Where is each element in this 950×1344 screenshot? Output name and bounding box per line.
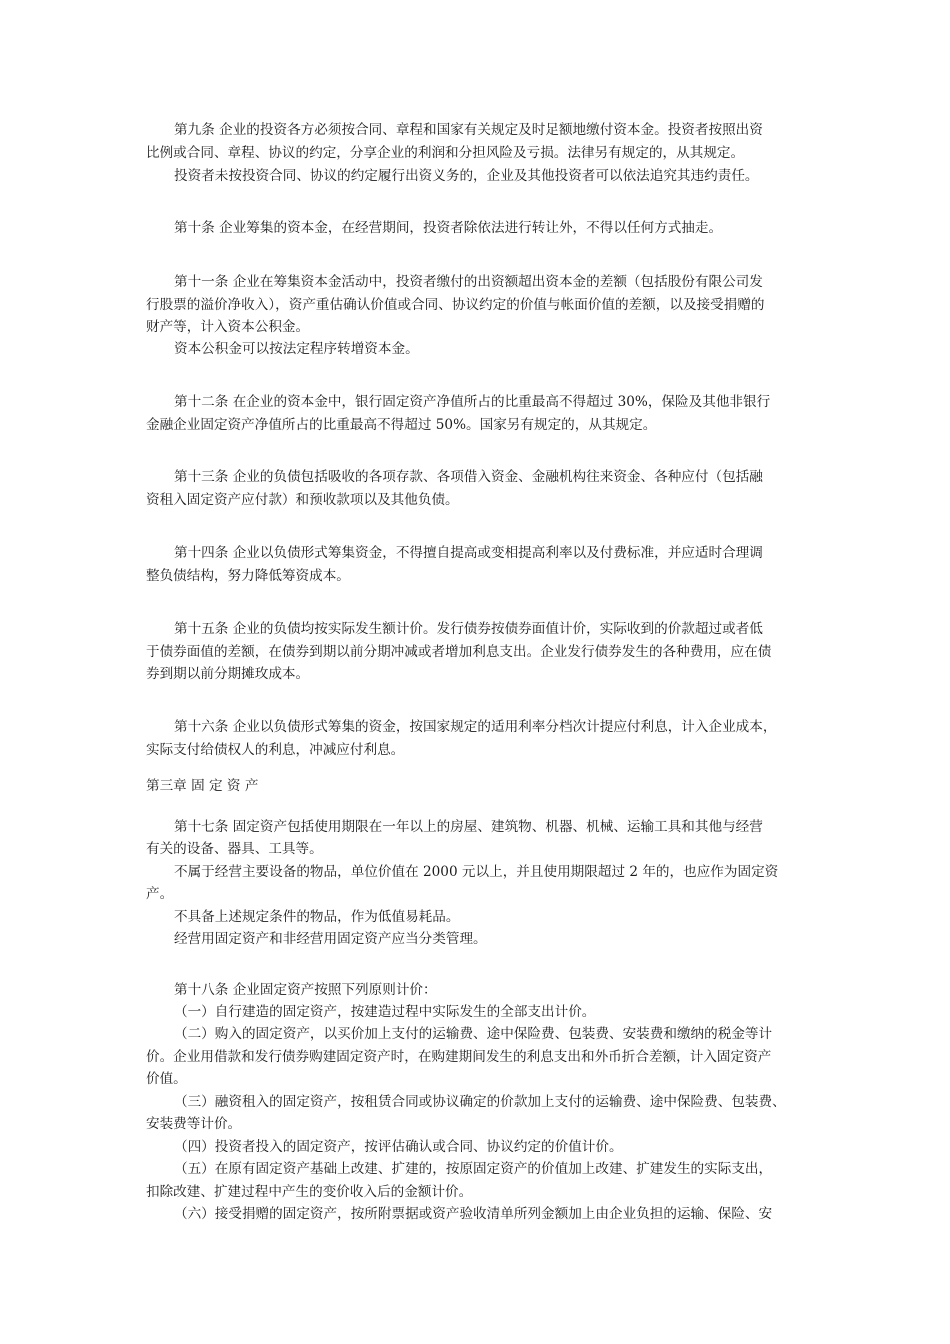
text-line: （五）在原有固定资产基础上改建、扩建的，按原固定资产的价值加上改建、扩建发生的实际支出， [174,1161,773,1177]
text-line: 财产等，计入资本公积金。 [146,319,310,335]
text-line: 第十八条 企业固定资产按照下列原则计价： [174,982,437,998]
text-line: 券到期以前分期摊玫成本。 [146,666,310,682]
text-line: 资租入固定资产应付款）和预收款项以及其他负债。 [146,492,459,508]
text-line: 第十四条 企业以负债形式筹集资金，不得擅自提高或变相提高利率以及付费标准，并应适时合理调 [174,545,763,561]
text-line: 不具备上述规定条件的物品，作为低值易耗品。 [174,909,460,925]
text-line: 价。企业用借款和发行债券购建固定资产时，在购建期间发生的利息支出和外币折合差额，计入固定资产 [146,1049,772,1065]
text-line: 整负债结构，努力降低筹资成本。 [146,568,350,584]
text-line: 第十条 企业筹集的资本金，在经营期间，投资者除依法进行转让外，不得以任何方式抽走。 [174,220,723,236]
chapter-heading: 第三章 固 定 资 产 [146,778,259,794]
text-line: 第十六条 企业以负债形式筹集的资金，按国家规定的适用利率分档次计提应付利息，计入企业成本， [174,719,777,735]
text-line: 安装费等计价。 [146,1116,242,1132]
text-line: 不属于经营主要设备的物品，单位价值在 2000 元以上，并且使用期限超过 2 年的，也应作为固定资 [174,864,779,880]
text-line: 实际支付给债权人的利息，冲减应付利息。 [146,742,405,758]
text-line: 第九条 企业的投资各方必须按合同、章程和国家有关规定及时足额地缴付资本金。投资者按照出资 [174,122,763,138]
text-line: 价值。 [146,1071,187,1087]
text-line: 有关的设备、器具、工具等。 [146,841,323,857]
text-line: 金融企业固定资产净值所占的比重最高不得超过 50%。国家另有规定的，从其规定。 [146,417,657,433]
text-line: 产。 [146,886,174,902]
text-line: 行股票的溢价净收入），资产重估确认价值或合同、协议约定的价值与帐面价值的差额，以及接受捐赠的 [146,297,765,313]
text-line: 于债券面值的差额，在债券到期以前分期冲减或者增加利息支出。企业发行债券发生的各种费用，应在债 [146,644,772,660]
text-line: 扣除改建、扩建过程中产生的变价收入后的金额计价。 [146,1184,473,1200]
text-line: （一）自行建造的固定资产，按建造过程中实际发生的全部支出计价。 [174,1004,596,1020]
text-line: （六）接受捐赠的固定资产，按所附票据或资产验收清单所列金额加上由企业负担的运输、保险、安 [174,1206,773,1222]
text-line: 第十五条 企业的负债均按实际发生额计价。发行债券按债券面值计价，实际收到的价款超过或者低 [174,621,763,637]
text-line: 投资者未按投资合同、协议的约定履行出资义务的，企业及其他投资者可以依法追究其违约责任。 [174,168,759,184]
text-line: 资本公积金可以按法定程序转增资本金。 [174,341,419,357]
text-line: 第十二条 在企业的资本金中，银行固定资产净值所占的比重最高不得超过 30%，保险及其他非银行 [174,394,771,410]
text-line: （三）融资租入的固定资产，按租赁合同或协议确定的价款加上支付的运输费、途中保险费、包装费、 [174,1094,786,1110]
text-line: 比例或合同、章程、协议的约定，分享企业的利润和分担风险及亏损。法律另有规定的，从其规定。 [146,145,745,161]
text-line: 第十七条 固定资产包括使用期限在一年以上的房屋、建筑物、机器、机械、运输工具和其他与经营 [174,819,763,835]
text-line: 第十一条 企业在筹集资本金活动中，投资者缴付的出资额超出资本金的差额（包括股份有限公司发 [174,274,763,290]
text-line: 第十三条 企业的负债包括吸收的各项存款、各项借入资金、金融机构往来资金、各种应付（包括融 [174,469,763,485]
text-line: （四）投资者投入的固定资产，按评估确认或合同、协议约定的价值计价。 [174,1139,623,1155]
text-line: （二）购入的固定资产，以买价加上支付的运输费、途中保险费、包装费、安装费和缴纳的税金等计 [174,1026,773,1042]
text-line: 经营用固定资产和非经营用固定资产应当分类管理。 [174,931,487,947]
